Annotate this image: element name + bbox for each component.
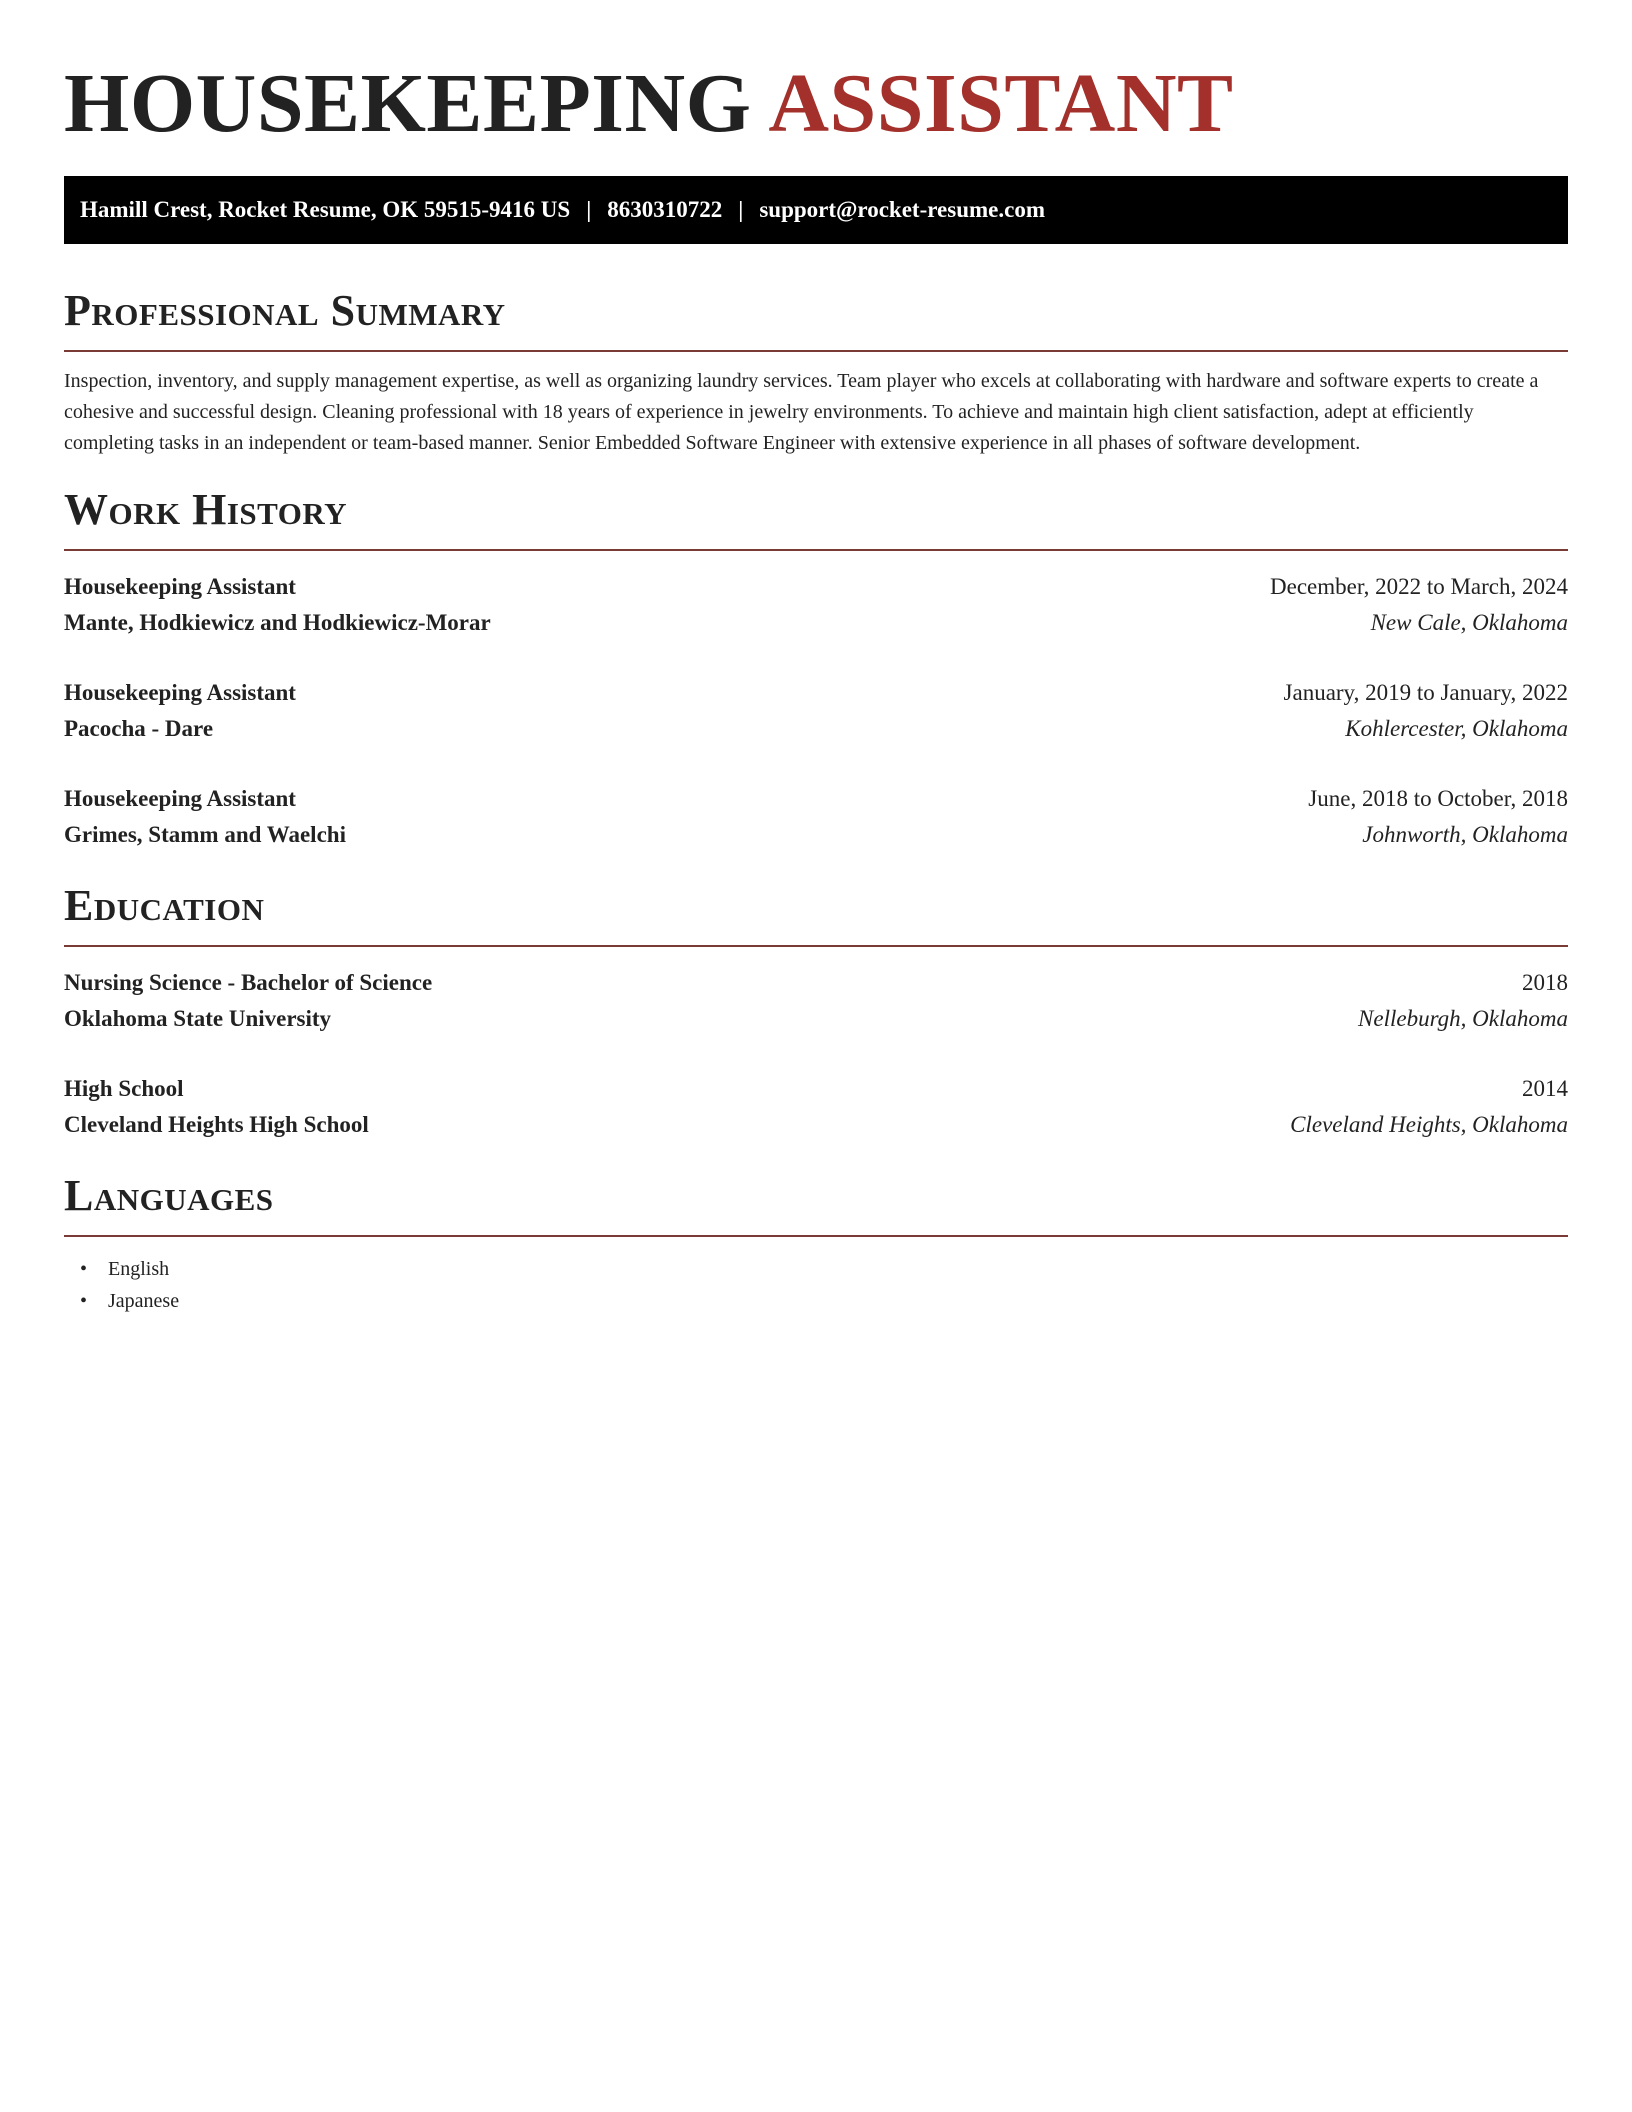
education-location: Cleveland Heights, Oklahoma [1290,1112,1568,1137]
education-entry [64,965,1568,1037]
job-title: Housekeeping Assistant [64,574,296,599]
job-company: Pacocha - Dare [64,716,214,741]
education-year: 2018 [1522,970,1568,995]
job-entry [64,675,1568,747]
education-school: Cleveland Heights High School [64,1112,369,1137]
job-company: Mante, Hodkiewicz and Hodkiewicz-Morar [64,610,491,635]
bullet-icon: • [80,1258,88,1280]
job-dates: January, 2019 to January, 2022 [1283,680,1568,705]
contact-address: Hamill Crest, Rocket Resume, OK 59515-9416 US [80,197,571,222]
list-item [80,1253,1568,1285]
contact-separator: | [586,197,592,222]
title-last-word: ASSISTANT [768,57,1234,150]
education-location: Nelleburgh, Oklahoma [1358,1006,1568,1031]
education-degree: Nursing Science - Bachelor of Science [64,970,433,995]
contact-email: support@rocket-resume.com [759,197,1045,222]
work-history-heading: Work History [64,485,348,534]
section-divider [64,350,1568,352]
education-entry [64,1071,1568,1143]
resume-page [64,0,1568,1317]
section-divider [64,945,1568,947]
languages-heading: Languages [64,1171,274,1220]
languages-list [64,1253,1568,1317]
contact-separator: | [738,197,744,222]
education-degree: High School [64,1076,184,1101]
list-item [80,1285,1568,1317]
job-location: Kohlercester, Oklahoma [1345,716,1568,741]
contact-phone: 8630310722 [607,197,723,222]
education-year: 2014 [1522,1076,1568,1101]
language-name: English [108,1258,170,1280]
job-title: Housekeeping Assistant [64,680,296,705]
job-location: New Cale, Oklahoma [1370,610,1568,635]
job-dates: June, 2018 to October, 2018 [1308,786,1568,811]
contact-bar [64,176,1568,244]
job-entry [64,569,1568,641]
job-entry [64,781,1568,853]
education-heading: Education [64,881,265,930]
summary-text: Inspection, inventory, and supply management expertise, as well as organizing laundry services. Team player who excels at collaborating with hardware and software experts to create a cohesive and successful design. Cleaning professional with 18 years of experience in jewelry environments. To achieve and maintain high client satisfaction, adept at efficiently completing tasks in an independent or team-based manner. Senior Embedded Software Engineer with extensive experience in all phases of software development. [64,370,1539,454]
bullet-icon: • [80,1290,88,1312]
job-title: Housekeeping Assistant [64,786,296,811]
section-divider [64,1235,1568,1237]
language-name: Japanese [108,1290,180,1312]
job-location: Johnworth, Oklahoma [1362,822,1568,847]
job-dates: December, 2022 to March, 2024 [1270,574,1568,599]
section-divider [64,549,1568,551]
job-company: Grimes, Stamm and Waelchi [64,822,346,847]
resume-title [64,0,1568,154]
title-first-word: HOUSEKEEPING [64,57,752,150]
education-school: Oklahoma State University [64,1006,332,1031]
summary-heading: Professional Summary [64,286,506,335]
